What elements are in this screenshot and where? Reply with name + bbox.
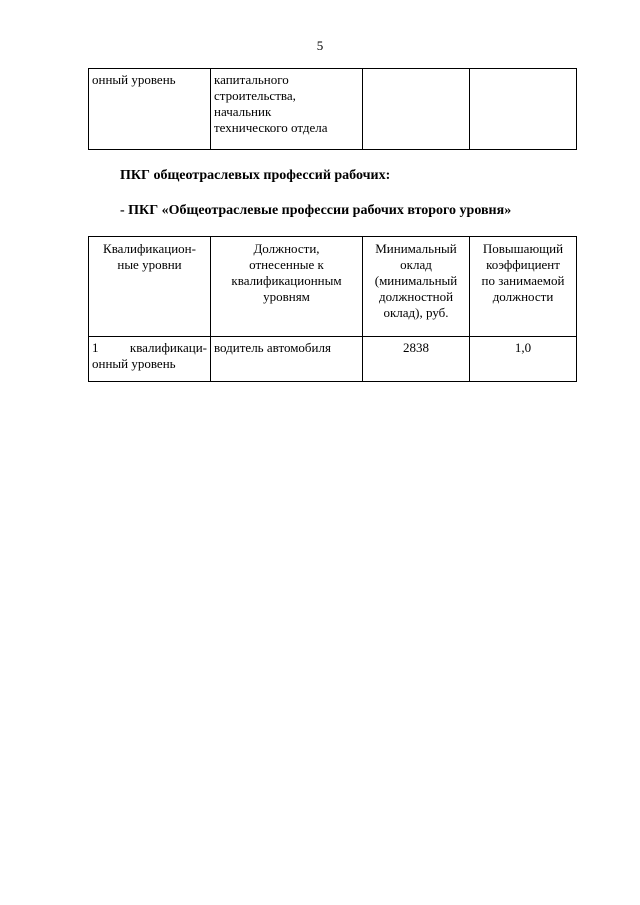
table-header-row [89,237,577,337]
subsection-heading: - ПКГ «Общеотраслевые профессии рабочих второго уровня» [120,203,512,218]
position-line: технического отдела [214,120,328,135]
salary-table [88,236,577,382]
position-line: строительства, [214,88,296,103]
position-line: капитального [214,72,289,87]
qualification-level-cell [89,337,211,382]
coefficient-cell [470,69,577,150]
position-cell [211,69,363,150]
header-positions: Должности, отнесенные к квалификационным уровням [211,237,363,337]
continued-salary-table [88,68,577,150]
qualification-level-cell: онный уровень [89,69,211,150]
table-row [89,337,577,382]
header-coefficient: Повышающий коэффициент по занимаемой должности [470,237,577,337]
table-row [89,69,577,150]
salary-cell: 2838 [363,337,470,382]
position-line: начальник [214,104,272,119]
level-number: 1 [92,340,99,355]
level-word: квалификаци- [129,340,207,355]
coefficient-cell: 1,0 [470,337,577,382]
section-heading: ПКГ общеотраслевых профессий рабочих: [120,168,391,183]
level-rest: онный уровень [92,356,176,371]
position-cell: водитель автомобиля [211,337,363,382]
header-minimum-salary: Минимальный оклад (минимальный должностной оклад), руб. [363,237,470,337]
header-qualification-levels: Квалификацион- ные уровни [89,237,211,337]
page-number: 5 [316,38,324,53]
salary-cell [363,69,470,150]
